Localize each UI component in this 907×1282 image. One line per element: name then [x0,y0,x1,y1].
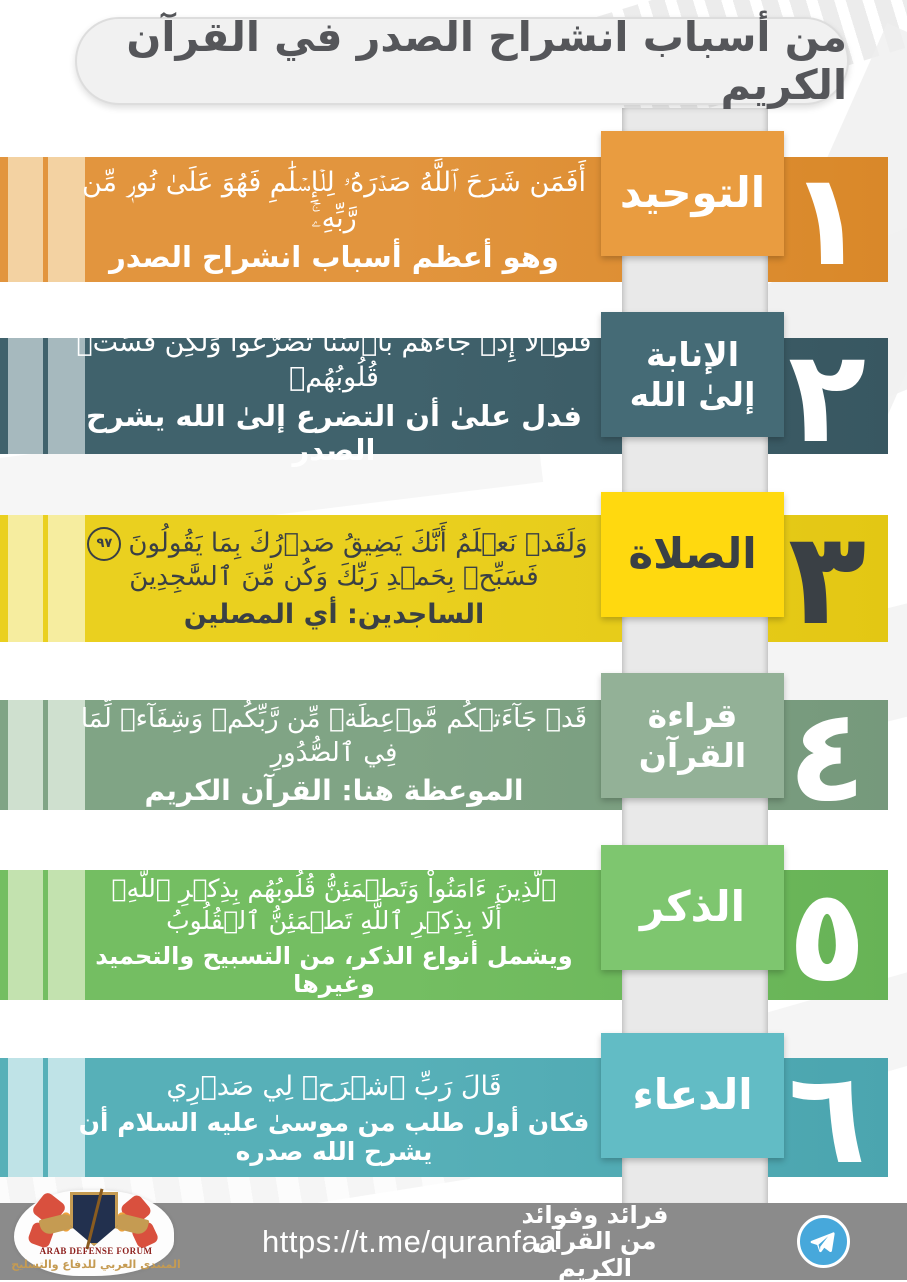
verse-text: وَلَقَدۡ نَعۡلَمُ أَنَّكَ يَضِيقُ صَدۡرُكَ بِمَا يَقُولُونَ٩٧ فَسَبِّحۡ بِحَمۡدِ رَبِّكَ وَكُن مِّنَ ٱلسَّٰجِدِينَ [80,527,587,595]
paper-plane-glyph [808,1228,836,1256]
band-edge-stripe [8,515,43,642]
section-label: الدعاء [601,1033,784,1158]
page-title-text: من أسباب انشراح الصدر في القرآن الكريم [126,13,847,109]
verse-text: قَدۡ جَآءَتۡكُم مَّوۡعِظَةٞ مِّن رَّبِّكُمۡ وَشِفَآءٞ لِّمَا فِي ٱلصُّدُورِ [80,703,588,768]
explanation-text: ويشمل أنواع الذكر، من التسبيح والتحميد وغيرها [95,941,573,998]
verse-text: ٱلَّذِينَ ءَامَنُواْ وَتَطۡمَئِنُّ قُلُوبُهُم بِذِكۡرِ ٱللَّهِۗ أَلَا بِذِكۡرِ ٱللَّهِ تَطۡمَئِنُّ ٱلۡقُلُوبُ [111,873,557,935]
logo-subtitle: المنتدى العربي للدفاع والتسليح [11,1258,181,1271]
arab-defense-forum-logo [6,1188,186,1280]
verse-text: فَلَوۡلَآ إِذۡ جَآءَهُم بَأۡسُنَا تَضَرَّعُواْ وَلَٰكِن قَسَتۡ قُلُوبُهُمۡ [76,326,592,393]
page-title [75,13,849,109]
section-number: ٤ [787,681,867,831]
band-edge-stripe [8,157,43,282]
band-edge-stripe [8,700,43,810]
verse-text: قَالَ رَبِّ ٱشۡرَحۡ لِي صَدۡرِي [166,1070,502,1102]
section-number: ٦ [787,1044,867,1193]
verse-text: أَفَمَن شَرَحَ ٱللَّهُ صَدۡرَهُۥ لِلۡإِسۡلَٰمِ فَهُوَ عَلَىٰ نُورٖ مِّن رَّبِّهِۦۚ [81,167,587,234]
section-number: ٣ [787,505,867,654]
logo-title: ARAB DEFENSE FORUM [39,1246,153,1256]
band-edge-stripe [8,338,43,454]
telegram-icon[interactable] [797,1215,850,1268]
section-label: الصلاة [601,492,784,617]
band-edge-stripe [8,1058,43,1177]
section-label: التوحيد [601,131,784,256]
footer-caption: فرائد وفوائد من القرآن الكريم [521,1200,669,1282]
section-label: الإنابة إلىٰ الله [601,312,784,437]
telegram-url[interactable]: https://t.me/quranfaa [262,1223,557,1259]
section-label: قراءة القرآن [601,673,784,798]
section-label: الذكر [601,845,784,970]
explanation-text: فكان أول طلب من موسىٰ عليه السلام أن يشرح الله صدره [78,1108,590,1167]
explanation-text: فدل علىٰ أن التضرع إلىٰ الله يشرح الصدر [85,399,583,468]
section-number: ٥ [787,861,867,1011]
explanation-text: الموعظة هنا: القرآن الكريم [144,774,524,808]
band-edge-stripe [8,870,43,1000]
section-number: ٢ [787,322,867,472]
verse-number-mark: ٩٧ [87,527,121,561]
section-number: ١ [787,146,867,295]
explanation-text: وهو أعظم أسباب انشراح الصدر [109,239,559,274]
explanation-text: الساجدين: أي المصلين [183,599,485,631]
